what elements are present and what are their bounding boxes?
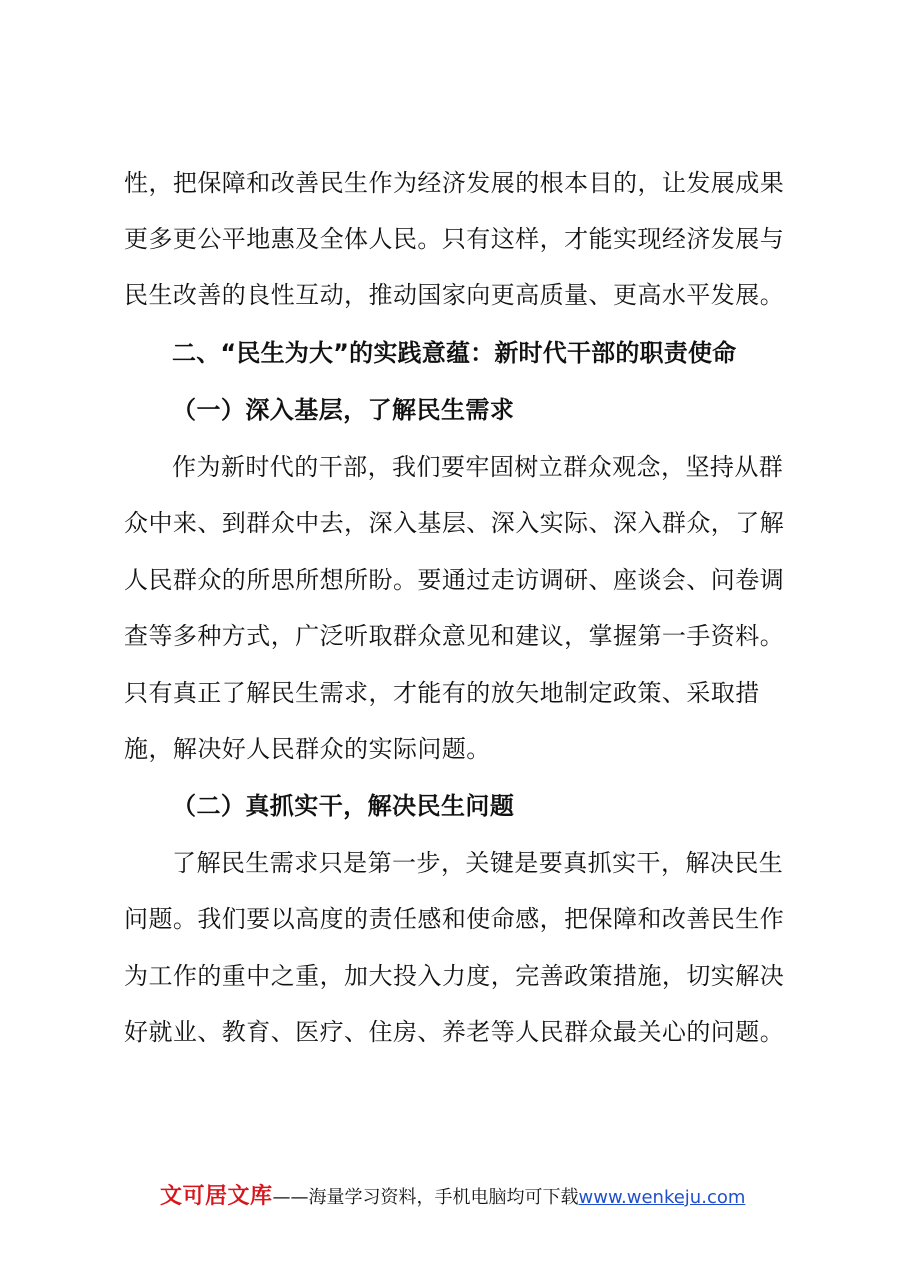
footer-site-link[interactable]: www.wenkeju.com	[578, 1187, 746, 1208]
subsection-title: （一）深入基层，了解民生需求	[172, 395, 515, 424]
paragraph-line: 人民群众的所思所想所盼。要通过走访调研、座谈会、问卷调	[124, 566, 785, 594]
paragraph-line: 查等多种方式，广泛听取群众意见和建议，掌握第一手资料。	[124, 622, 785, 650]
paragraph-line: 性，把保障和改善民生作为经济发展的根本目的，让发展成果	[124, 169, 785, 197]
paragraph-line: 只有真正了解民生需求，才能有的放矢地制定政策、采取措	[124, 679, 760, 707]
paragraph-line: 施，解决好人民群众的实际问题。	[124, 735, 491, 763]
section-heading: 二、“民生为大”的实践意蕴：新时代干部的职责使命	[172, 339, 737, 367]
subsection-title: （二）真抓实干，解决民生问题	[172, 791, 515, 820]
paragraph-line: 更多更公平地惠及全体人民。只有这样，才能实现经济发展与	[124, 225, 785, 253]
paragraph-line: 为工作的重中之重，加大投入力度，完善政策措施，切实解决	[124, 962, 785, 990]
paragraph-line: 问题。我们要以高度的责任感和使命感，把保障和改善民生作	[124, 905, 785, 933]
footer-brand: 文可居文库	[160, 1184, 273, 1209]
paragraph-line: 众中来、到群众中去，深入基层、深入实际、深入群众，了解	[124, 509, 785, 537]
footer	[160, 1182, 780, 1212]
paragraph-line: 民生改善的良性互动，推动国家向更高质量、更高水平发展。	[124, 281, 785, 309]
paragraph-line: 了解民生需求只是第一步，关键是要真抓实干，解决民生	[172, 849, 784, 877]
paragraph-line: 好就业、教育、医疗、住房、养老等人民群众最关心的问题。	[124, 1018, 785, 1046]
paragraph-line: 作为新时代的干部，我们要牢固树立群众观念，坚持从群	[172, 453, 784, 481]
footer-tagline: ——海量学习资料，手机电脑均可下载	[272, 1187, 579, 1208]
